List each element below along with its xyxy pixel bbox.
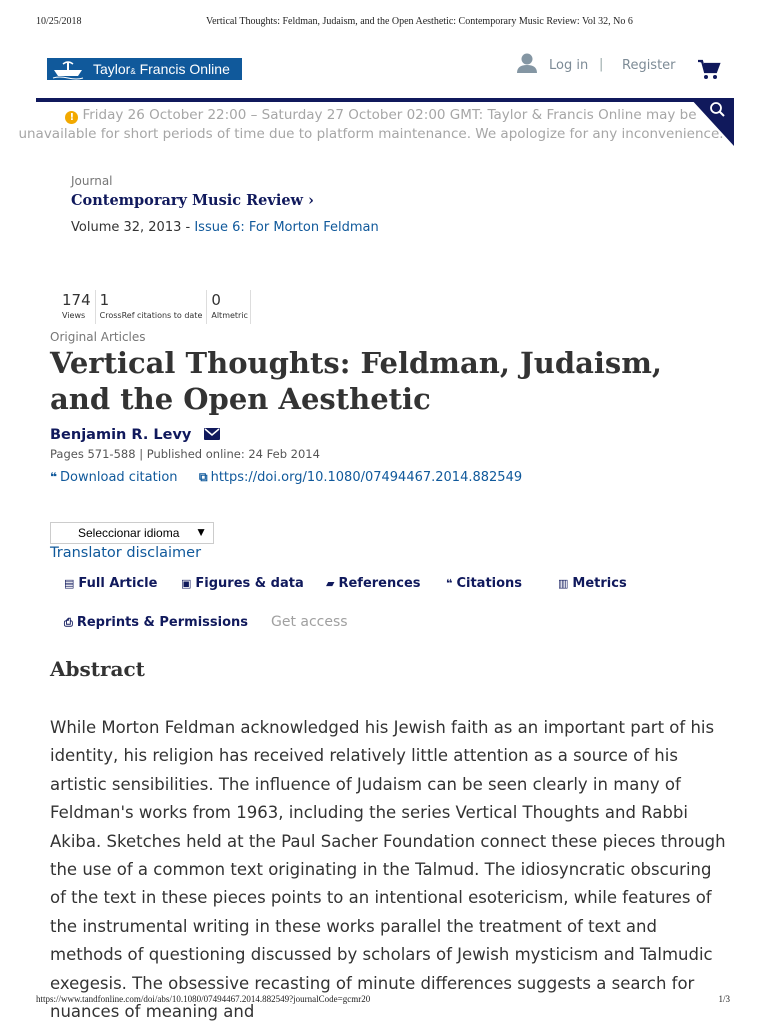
boat-logo-icon (51, 59, 85, 79)
metric-crossref[interactable] (100, 290, 208, 324)
tab-metrics[interactable]: ▥ Metrics (558, 576, 627, 591)
tab-references[interactable]: ▰ References (326, 576, 421, 591)
print-icon: ⎙ (64, 616, 73, 629)
pages-published: Pages 571-588 | Published online: 24 Feb 2014 (50, 447, 320, 461)
author[interactable] (50, 427, 220, 443)
tab-full-article[interactable]: ▤ Full Article (64, 576, 158, 591)
header-separator: | (599, 57, 604, 72)
nav-rule (36, 98, 734, 102)
translator-disclaimer-link[interactable]: Translator disclaimer (50, 545, 202, 561)
journal-label: Journal (71, 174, 113, 188)
metric-value: 0 (211, 291, 221, 309)
document-icon: ▤ (64, 577, 75, 590)
language-select[interactable]: Seleccionar idioma ▼ (50, 522, 214, 544)
external-link-icon: ⧉ (199, 470, 208, 484)
logo-text: Taylor& Francis Online (93, 61, 230, 77)
print-url: https://www.tandfonline.com/doi/abs/10.1080/07494467.2014.882549?journalCode=gcmr20 (36, 994, 371, 1004)
tab-figures-data[interactable]: ▣ Figures & data (181, 576, 304, 591)
print-footer (36, 994, 732, 1008)
metric-altmetric[interactable] (211, 290, 251, 324)
print-header (36, 16, 732, 30)
volume-info: Volume 32, 2013 - Issue 6: For Morton Feldman (71, 220, 379, 235)
image-icon: ▣ (181, 577, 192, 590)
dropdown-arrow-icon: ▼ (195, 525, 207, 539)
metric-label: CrossRef citations to date (99, 311, 203, 320)
cart-icon[interactable] (698, 60, 720, 80)
login-link[interactable]: Log in (549, 58, 589, 73)
book-icon: ▰ (326, 577, 335, 590)
warning-icon: ! (65, 111, 78, 124)
notice-line-1: Friday 26 October 22:00 – Saturday 27 October 02:00 GMT: Taylor & Francis Online may be (82, 107, 697, 123)
article-title: Vertical Thoughts: Feldman, Judaism, and the Open Aesthetic (50, 346, 663, 416)
metric-value: 1 (99, 291, 110, 309)
site-logo[interactable] (47, 58, 242, 80)
metric-views[interactable] (62, 290, 96, 324)
download-citation-link[interactable]: ❝ Download citation (50, 470, 178, 485)
metric-value: 174 (62, 291, 91, 309)
metric-label: Altmetric (211, 311, 248, 320)
abstract-heading: Abstract (50, 657, 145, 681)
abstract-text: While Morton Feldman acknowledged his Jewish faith as an important part of his identity, his religion has received relatively little attention as a source of his artistic sensibilities. The influence of Judaism can be seen clearly in many of Feldman's works from 1963, including the series Vertical Thoughts and Rabbi Akiba. Sketches held at the Paul Sacher Foundation connect these pieces through the use of a common text originating in the Talmud. The idiosyncratic obscuring of the text in these pieces points to an intentional esotericism, while features of the instrumental writing in these works parallel the treatment of text and methods of questioning discussed by scholars of Jewish mysticism and Talmudic exegesis. The obsessive recasting of minute differences suggests a search for nuances of meaning and (50, 718, 726, 1022)
issue-link[interactable]: Issue 6: For Morton Feldman (194, 220, 379, 235)
get-access-button[interactable]: Get access (271, 614, 348, 630)
chevron-right-icon: › (308, 192, 314, 209)
article-metrics (62, 290, 255, 324)
print-title: Vertical Thoughts: Feldman, Judaism, and the Open Aesthetic: Contemporary Music Review: Vol 32, No 6 (206, 16, 633, 27)
notice-line-2: unavailable for short periods of time due to platform maintenance. We apologize for any inconvenience. (18, 126, 724, 142)
metric-label: Views (62, 311, 86, 320)
doi-link[interactable]: ⧉ https://doi.org/10.1080/07494467.2014.882549 (199, 470, 523, 485)
bar-chart-icon: ▥ (558, 577, 569, 590)
quote-icon: ❝ (446, 577, 453, 590)
journal-title-link[interactable]: Contemporary Music Review › (71, 192, 314, 209)
print-page-number: 1/3 (718, 994, 730, 1004)
article-type: Original Articles (50, 330, 146, 344)
maintenance-notice (18, 106, 726, 144)
user-icon[interactable] (516, 52, 538, 74)
tab-reprints-permissions[interactable]: ⎙ Reprints & Permissions (64, 615, 249, 630)
print-date: 10/25/2018 (36, 16, 82, 27)
tab-citations[interactable]: ❝ Citations (446, 576, 523, 591)
register-link[interactable]: Register (622, 58, 676, 73)
quote-icon: ❝ (50, 470, 58, 484)
author-name[interactable]: Benjamin R. Levy (50, 427, 192, 443)
envelope-icon[interactable] (204, 428, 220, 440)
